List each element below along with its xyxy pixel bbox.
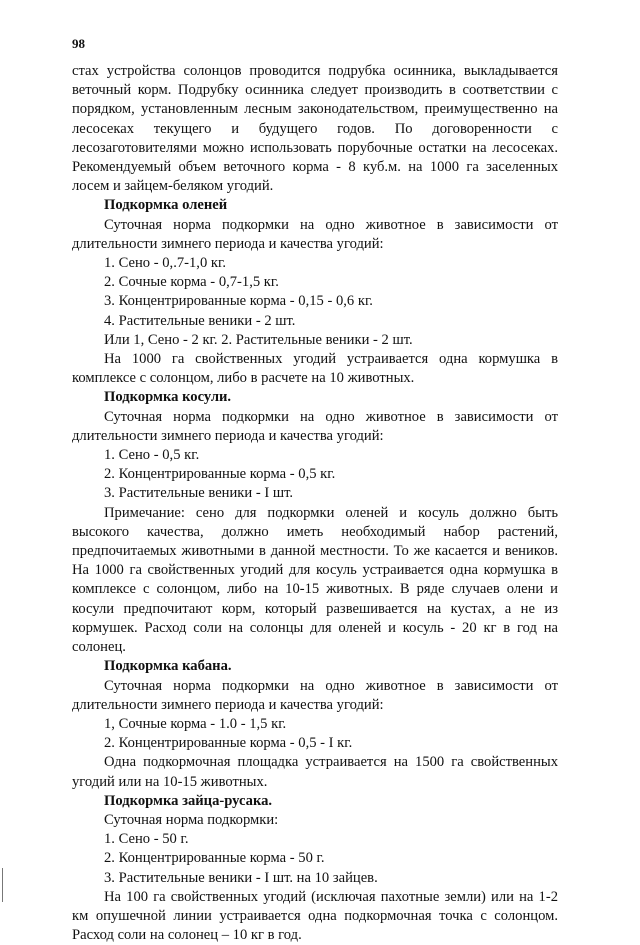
page-content xyxy=(72,62,558,945)
boar-note: Одна подкормочная площадка устраивается на 1500 га свойственных угодий или на 10-15 животных. xyxy=(72,754,558,790)
section-title-roe: Подкормка косули. xyxy=(104,389,232,406)
boar-lead: Суточная норма подкормки на одно животное в зависимости от длительности зимнего периода и качества угодий: xyxy=(72,677,558,713)
hare-item-1: 1. Сено - 50 г. xyxy=(104,831,189,848)
deer-item-alternative: Или 1, Сено - 2 кг. 2. Растительные веники - 2 шт. xyxy=(104,331,413,348)
deer-lead: Суточная норма подкормки на одно животное в зависимости от длительности зимнего периода и качества угодий: xyxy=(72,216,558,252)
scan-edge-mark xyxy=(2,868,3,902)
page-number: 98 xyxy=(72,36,85,51)
deer-note: На 1000 га свойственных угодий устраивается одна кормушка в комплексе с солонцом, либо в расчете на 10 животных. xyxy=(72,351,558,387)
section-title-deer: Подкормка оленей xyxy=(104,197,228,214)
boar-item-1: 1, Сочные корма - 1.0 - 1,5 кг. xyxy=(104,715,287,732)
deer-item-2: 2. Сочные корма - 0,7-1,5 кг. xyxy=(104,274,279,291)
roe-note: Примечание: сено для подкормки оленей и косуль должно быть высокого качества, должно иметь необходимый набор растений, предпочитаемых животными в данной местности. То же касается и веников. На 1000 га свойственных угодий для косуль устраивается одна кормушка в комплексе с солонцом, либо на 10-15 животных. В ряде случаев олени и косули предпочитают корм, который развешивается на кустах, а не из кормушек. Расход соли на солонцы для оленей и косуль - 20 кг в год на солонец. xyxy=(72,504,558,656)
hare-item-2: 2. Концентрированные корма - 50 г. xyxy=(104,850,325,867)
hare-note: На 100 га свойственных угодий (исключая пахотные земли) или на 1-2 км опушечной линии устраивается одна подкормочная точка с солонцом. Расход соли на солонец – 10 кг в год. xyxy=(72,888,558,944)
deer-item-3: 3. Концентрированные корма - 0,15 - 0,6 кг. xyxy=(104,293,373,310)
hare-lead: Суточная норма подкормки: xyxy=(104,811,279,828)
section-title-hare: Подкормка зайца-русака. xyxy=(104,792,273,809)
section-title-boar: Подкормка кабана. xyxy=(104,658,232,675)
intro-paragraph: стах устройства солонцов проводится подрубка осинника, выкладывается веточный корм. Подрубку осинника следует производить в соответствии с порядком, установленным лесным законодательством, преимущественно на лесосеках текущего и будущего годов. По договоренности с лесозаготовителями можно использовать порубочные остатки на лесосеках. Рекомендуемый объем веточного корма - 8 куб.м. на 1000 га заселенных лосем и зайцем-беляком угодий. xyxy=(72,63,558,195)
deer-item-1: 1. Сено - 0,.7-1,0 кг. xyxy=(104,255,226,272)
deer-item-4: 4. Растительные веники - 2 шт. xyxy=(104,312,296,329)
hare-item-3: 3. Растительные веники - I шт. на 10 зайцев. xyxy=(104,869,378,886)
roe-lead: Суточная норма подкормки на одно животное в зависимости от длительности зимнего периода и качества угодий: xyxy=(72,408,558,444)
roe-item-2: 2. Концентрированные корма - 0,5 кг. xyxy=(104,466,336,483)
boar-item-2: 2. Концентрированные корма - 0,5 - I кг. xyxy=(104,735,353,752)
roe-item-3: 3. Растительные веники - I шт. xyxy=(104,485,294,502)
roe-item-1: 1. Сено - 0,5 кг. xyxy=(104,447,200,464)
